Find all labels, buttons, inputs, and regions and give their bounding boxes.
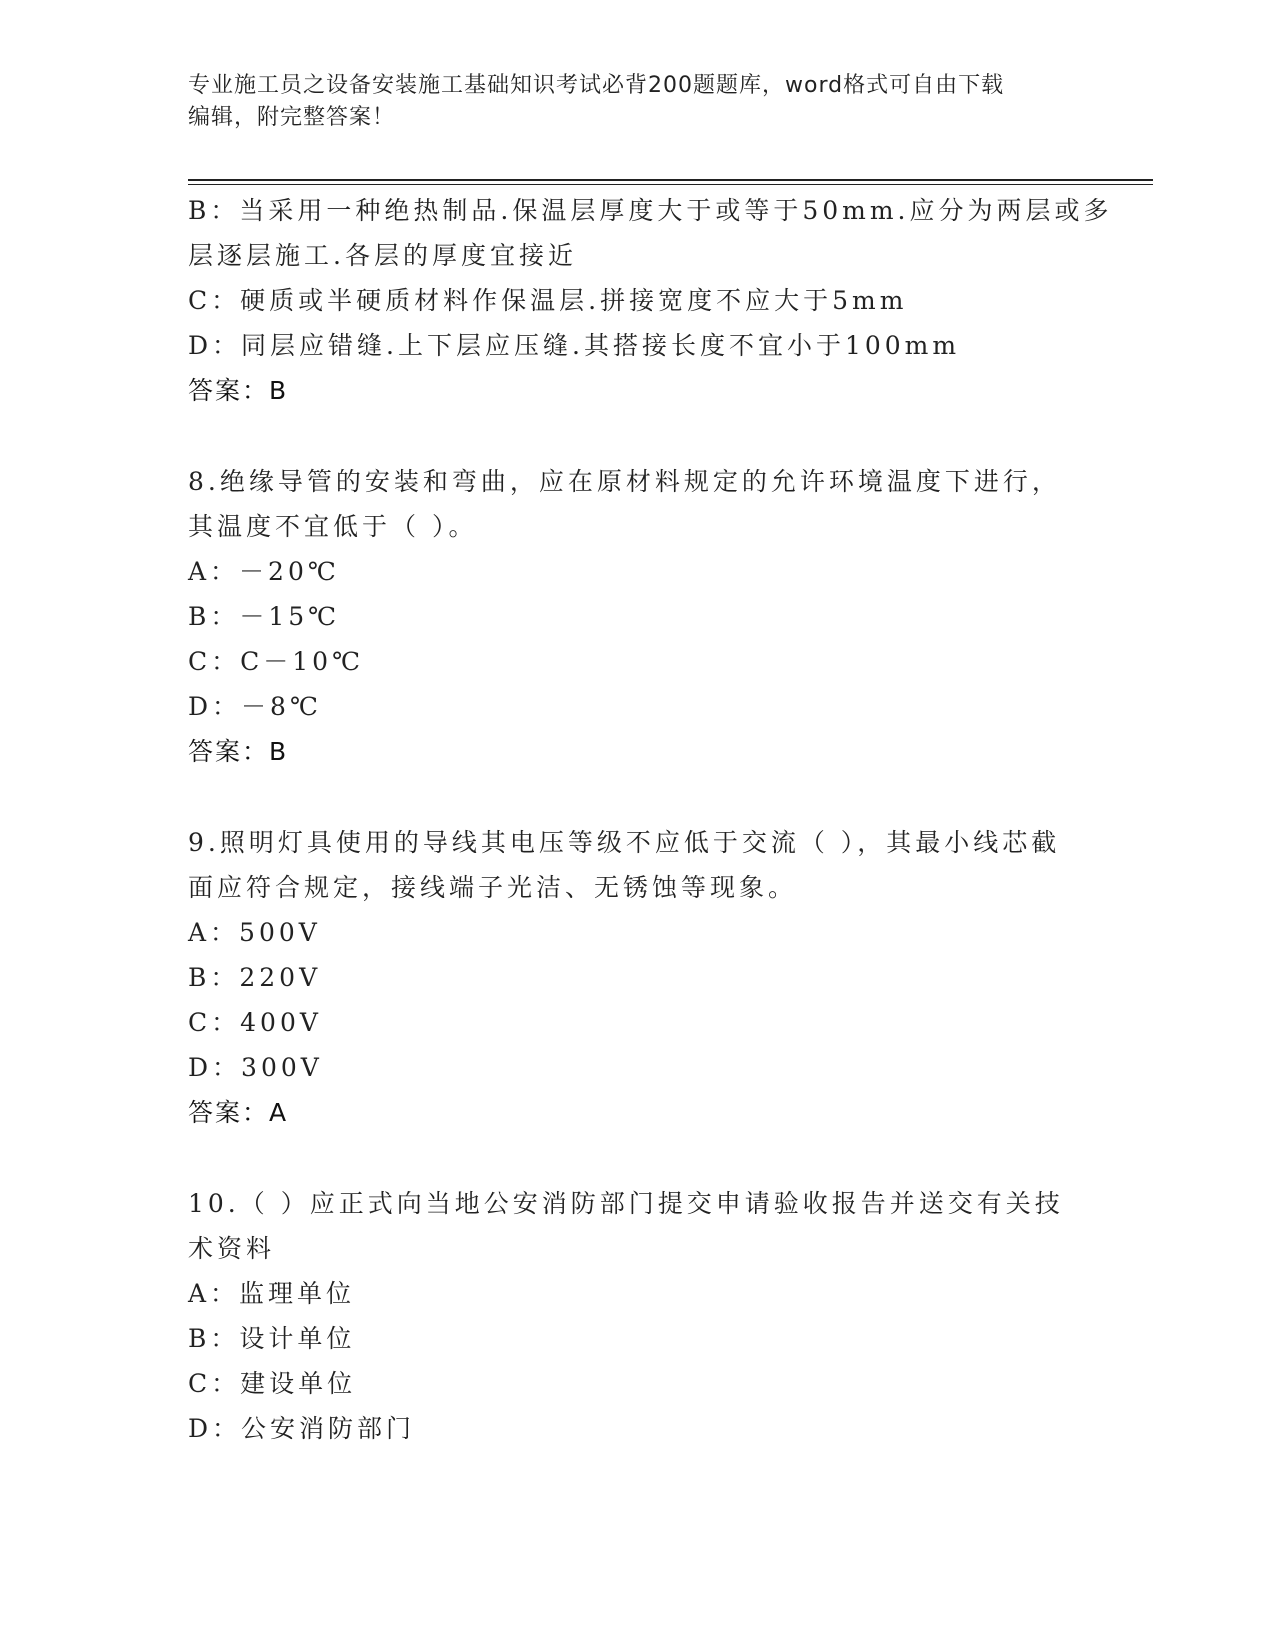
q8-answer: 答案：B bbox=[188, 737, 289, 766]
q7-option-b-line-2: 层逐层施工.各层的厚度宜接近 bbox=[188, 241, 577, 270]
q7-answer: 答案：B bbox=[188, 376, 289, 405]
q10-stem-line-1: 10.（ ）应正式向当地公安消防部门提交申请验收报告并送交有关技 bbox=[188, 1189, 1064, 1218]
question-10 bbox=[188, 1181, 1088, 1451]
question-list bbox=[188, 188, 1113, 1451]
q8-option-b: B：－15℃ bbox=[188, 602, 341, 631]
header-line-1: 专业施工员之设备安装施工基础知识考试必背200题题库，word格式可自由下载 bbox=[188, 73, 1005, 98]
q8-option-d: D：－8℃ bbox=[188, 692, 322, 721]
document-header bbox=[188, 70, 1088, 134]
question-8 bbox=[188, 459, 1088, 774]
q10-option-c: C：建设单位 bbox=[188, 1369, 357, 1398]
question-7-tail bbox=[188, 188, 1113, 413]
q8-stem-line-1: 8.绝缘导管的安装和弯曲，应在原材料规定的允许环境温度下进行， bbox=[188, 467, 1061, 496]
q9-option-c: C：400V bbox=[188, 1008, 322, 1037]
q10-option-a: A：监理单位 bbox=[188, 1279, 356, 1308]
q8-option-c: C：C－10℃ bbox=[188, 647, 365, 676]
q10-stem-line-2: 术资料 bbox=[188, 1234, 276, 1263]
q9-stem-line-2: 面应符合规定，接线端子光洁、无锈蚀等现象。 bbox=[188, 873, 798, 902]
q7-option-c: C：硬质或半硬质材料作保温层.拼接宽度不应大于5mm bbox=[188, 286, 908, 315]
q10-option-d: D：公安消防部门 bbox=[188, 1414, 416, 1443]
q8-option-a: A：－20℃ bbox=[188, 557, 340, 586]
q7-option-d: D：同层应错缝.上下层应压缝.其搭接长度不宜小于100mm bbox=[188, 331, 961, 360]
spacer bbox=[188, 774, 1088, 820]
spacer bbox=[188, 1135, 1088, 1181]
q9-option-b: B：220V bbox=[188, 963, 322, 992]
q8-stem-line-2: 其温度不宜低于（ ）。 bbox=[188, 512, 478, 541]
q9-answer: 答案：A bbox=[188, 1098, 289, 1127]
q9-option-a: A：500V bbox=[188, 918, 321, 947]
header-divider-thick bbox=[188, 179, 1153, 181]
q7-option-b-line-1: B：当采用一种绝热制品.保温层厚度大于或等于50mm.应分为两层或多 bbox=[188, 196, 1113, 225]
header-divider-thin bbox=[188, 184, 1153, 185]
spacer bbox=[188, 413, 1088, 459]
q9-option-d: D：300V bbox=[188, 1053, 323, 1082]
q10-option-b: B：设计单位 bbox=[188, 1324, 356, 1353]
header-line-2: 编辑，附完整答案！ bbox=[188, 105, 396, 130]
q9-stem-line-1: 9.照明灯具使用的导线其电压等级不应低于交流（ ），其最小线芯截 bbox=[188, 828, 1061, 857]
question-9 bbox=[188, 820, 1088, 1135]
